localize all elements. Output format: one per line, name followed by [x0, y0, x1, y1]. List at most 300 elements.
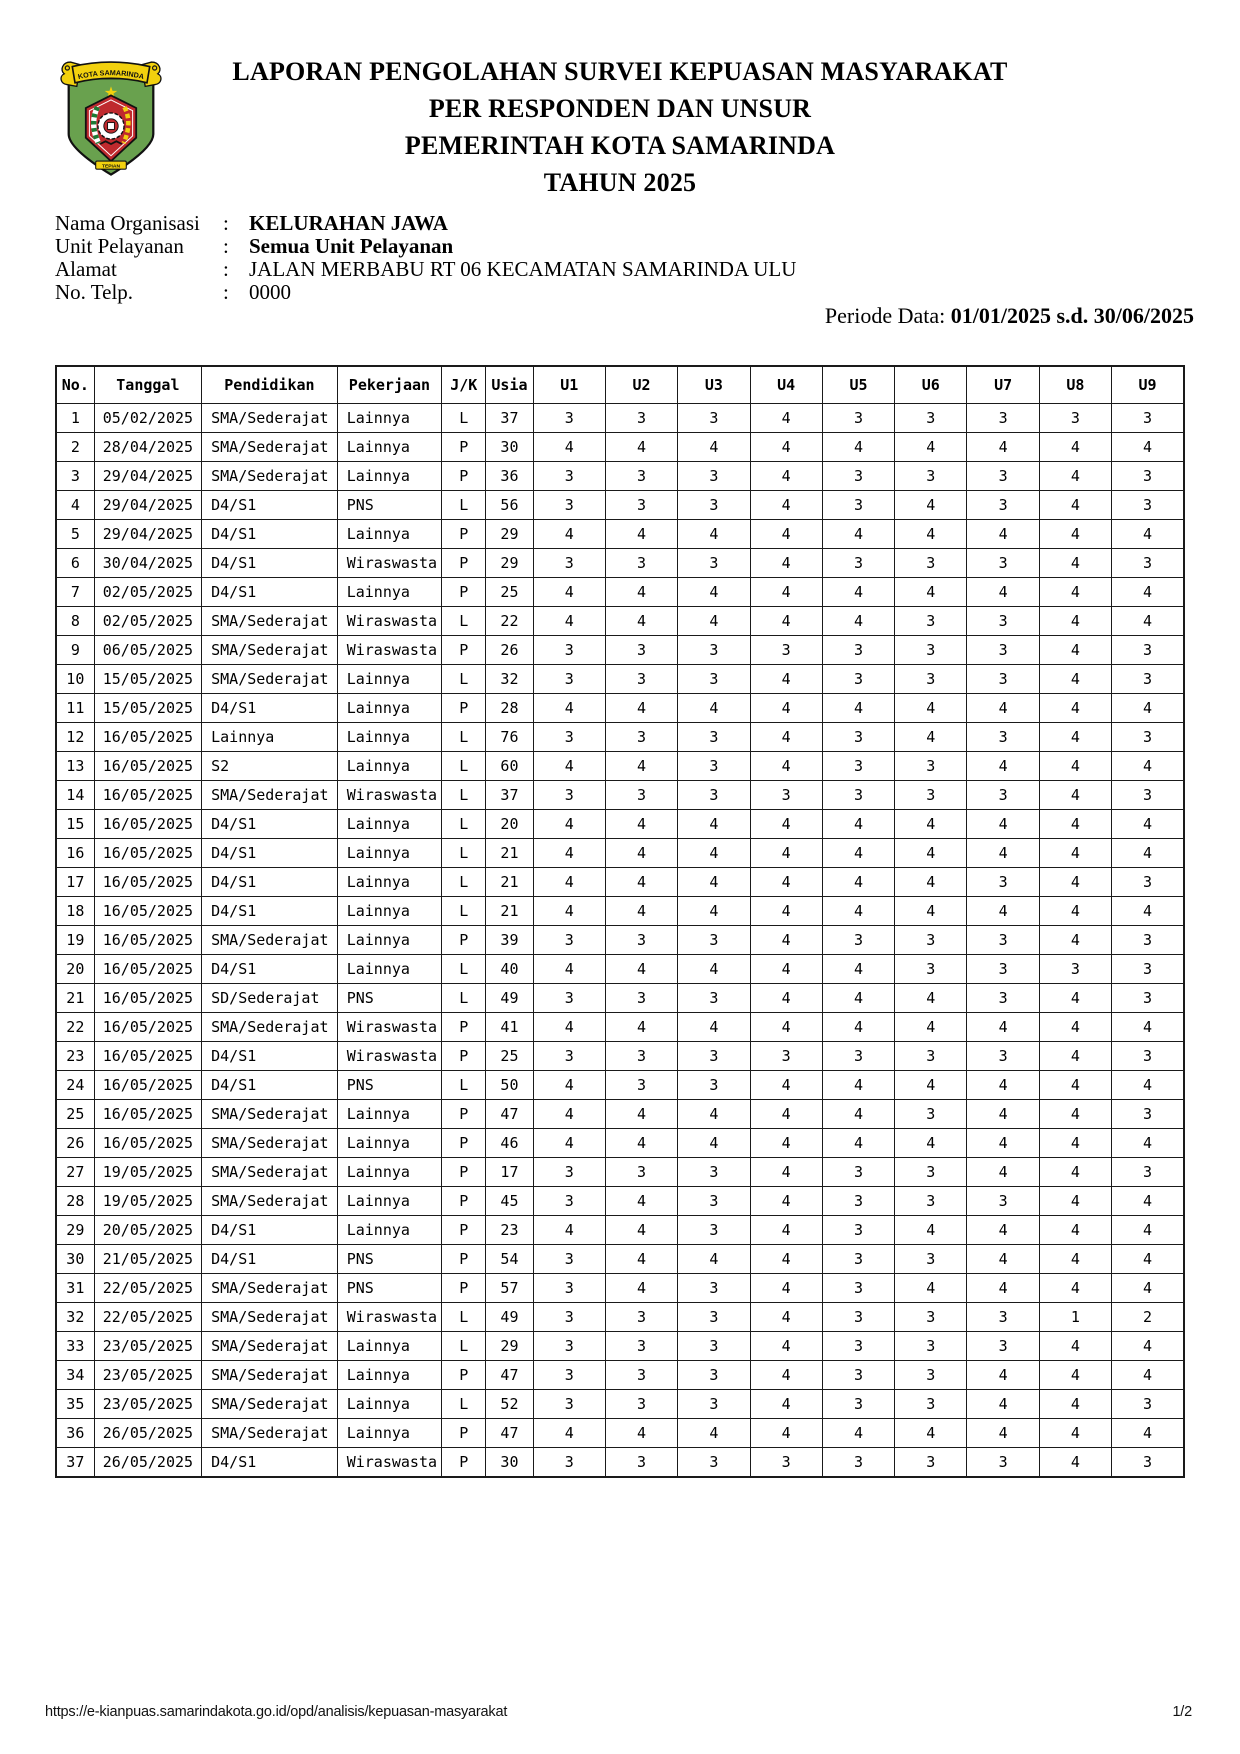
table-cell: 15 — [56, 810, 94, 839]
table-row — [56, 1245, 1184, 1274]
table-cell: SMA/Sederajat — [202, 607, 338, 636]
table-row — [56, 694, 1184, 723]
table-cell: 3 — [533, 636, 605, 665]
table-cell: 3 — [822, 665, 894, 694]
table-cell: 4 — [1039, 781, 1111, 810]
table-cell: 36 — [56, 1419, 94, 1448]
footer-url: https://e-kianpuas.samarindakota.go.id/opd/analisis/kepuasan-masyarakat — [45, 1704, 508, 1720]
table-cell: SMA/Sederajat — [202, 1419, 338, 1448]
table-cell: 3 — [533, 984, 605, 1013]
table-cell: 4 — [822, 839, 894, 868]
table-row — [56, 1390, 1184, 1419]
org-colon: : — [223, 257, 229, 281]
table-cell: P — [442, 636, 486, 665]
table-row — [56, 404, 1184, 433]
table-cell: 40 — [486, 955, 533, 984]
table-cell: 3 — [822, 1390, 894, 1419]
table-cell: 8 — [56, 607, 94, 636]
table-cell: 17 — [56, 868, 94, 897]
table-cell: 3 — [967, 404, 1039, 433]
org-info-row — [55, 258, 796, 281]
table-cell: 29 — [486, 549, 533, 578]
table-cell: Lainnya — [337, 926, 441, 955]
table-cell: 3 — [605, 1071, 677, 1100]
table-cell: 4 — [1039, 607, 1111, 636]
org-info-row — [55, 281, 796, 304]
page-number: 1/2 — [1172, 1704, 1192, 1720]
table-cell: 4 — [895, 491, 967, 520]
table-cell: 22 — [486, 607, 533, 636]
table-cell: 3 — [750, 781, 822, 810]
org-label: Nama Organisasi — [55, 211, 200, 235]
table-cell: SMA/Sederajat — [202, 781, 338, 810]
table-cell: 26 — [56, 1129, 94, 1158]
table-cell: 4 — [1039, 1274, 1111, 1303]
table-cell: 4 — [895, 578, 967, 607]
table-cell: 3 — [967, 1042, 1039, 1071]
table-cell: 4 — [1112, 1071, 1184, 1100]
table-cell: 4 — [1039, 1448, 1111, 1478]
table-cell: 9 — [56, 636, 94, 665]
table-cell: D4/S1 — [202, 1071, 338, 1100]
table-cell: 06/05/2025 — [94, 636, 201, 665]
table-cell: 4 — [678, 433, 750, 462]
table-cell: 3 — [895, 955, 967, 984]
table-cell: 4 — [895, 1071, 967, 1100]
table-cell: L — [442, 665, 486, 694]
table-cell: 4 — [895, 1013, 967, 1042]
logo-banner-text: KOTA SAMARINDA — [76, 68, 146, 82]
table-cell: L — [442, 752, 486, 781]
table-cell: 3 — [895, 462, 967, 491]
table-cell: SMA/Sederajat — [202, 636, 338, 665]
table-cell: SMA/Sederajat — [202, 1303, 338, 1332]
table-cell: 4 — [822, 984, 894, 1013]
table-cell: 3 — [967, 868, 1039, 897]
table-row — [56, 926, 1184, 955]
table-cell: 3 — [967, 665, 1039, 694]
table-cell: 3 — [678, 1361, 750, 1390]
table-cell: 4 — [1112, 578, 1184, 607]
table-cell: 35 — [56, 1390, 94, 1419]
table-cell: PNS — [337, 1245, 441, 1274]
table-cell: 4 — [895, 984, 967, 1013]
table-cell: 4 — [750, 1187, 822, 1216]
table-cell: 4 — [605, 1274, 677, 1303]
table-cell: 3 — [822, 1332, 894, 1361]
table-cell: Lainnya — [337, 665, 441, 694]
table-cell: 30 — [56, 1245, 94, 1274]
table-cell: D4/S1 — [202, 955, 338, 984]
table-cell: P — [442, 462, 486, 491]
table-cell: 3 — [1112, 404, 1184, 433]
table-cell: D4/S1 — [202, 520, 338, 549]
table-cell: 4 — [1039, 549, 1111, 578]
column-header-u6: U6 — [895, 366, 967, 404]
table-cell: 4 — [605, 607, 677, 636]
table-cell: 3 — [895, 1303, 967, 1332]
table-cell: 4 — [1039, 897, 1111, 926]
table-cell: 57 — [486, 1274, 533, 1303]
table-cell: 21 — [56, 984, 94, 1013]
table-cell: P — [442, 1100, 486, 1129]
table-cell: 4 — [822, 433, 894, 462]
table-cell: P — [442, 1042, 486, 1071]
table-cell: 4 — [678, 607, 750, 636]
table-cell: 4 — [605, 520, 677, 549]
table-cell: 4 — [678, 1013, 750, 1042]
table-cell: 4 — [1039, 1100, 1111, 1129]
table-row — [56, 1187, 1184, 1216]
table-cell: D4/S1 — [202, 549, 338, 578]
table-cell: 4 — [967, 897, 1039, 926]
table-cell: 4 — [750, 984, 822, 1013]
column-header-no: No. — [56, 366, 94, 404]
table-cell: 4 — [533, 868, 605, 897]
table-cell: 30 — [486, 433, 533, 462]
table-cell: 4 — [750, 1071, 822, 1100]
table-cell: 3 — [533, 1448, 605, 1478]
table-cell: 4 — [895, 810, 967, 839]
table-cell: P — [442, 1419, 486, 1448]
table-cell: 4 — [605, 578, 677, 607]
table-cell: 3 — [533, 1274, 605, 1303]
table-cell: P — [442, 694, 486, 723]
table-cell: 3 — [822, 549, 894, 578]
table-cell: SMA/Sederajat — [202, 1013, 338, 1042]
table-cell: 3 — [605, 404, 677, 433]
table-cell: L — [442, 897, 486, 926]
table-cell: 4 — [1039, 1361, 1111, 1390]
table-cell: 4 — [750, 723, 822, 752]
table-cell: P — [442, 1013, 486, 1042]
title-line: PEMERINTAH KOTA SAMARINDA — [404, 131, 836, 160]
table-cell: 3 — [678, 984, 750, 1013]
table-cell: 4 — [678, 955, 750, 984]
table-cell: 4 — [822, 955, 894, 984]
table-cell: 3 — [895, 926, 967, 955]
table-cell: 29 — [486, 520, 533, 549]
table-cell: 4 — [967, 433, 1039, 462]
table-cell: D4/S1 — [202, 578, 338, 607]
org-colon: : — [223, 234, 229, 258]
table-row — [56, 1361, 1184, 1390]
table-cell: 3 — [967, 1303, 1039, 1332]
column-header-u1: U1 — [533, 366, 605, 404]
table-cell: 3 — [533, 549, 605, 578]
table-cell: 3 — [822, 752, 894, 781]
table-cell: 4 — [1112, 1129, 1184, 1158]
table-cell: 3 — [895, 665, 967, 694]
table-cell: 4 — [678, 810, 750, 839]
table-cell: P — [442, 1274, 486, 1303]
table-cell: Lainnya — [337, 1419, 441, 1448]
table-cell: 3 — [750, 636, 822, 665]
table-cell: 4 — [605, 955, 677, 984]
table-cell: 3 — [895, 1332, 967, 1361]
table-cell: 4 — [895, 839, 967, 868]
table-cell: 3 — [533, 404, 605, 433]
table-cell: 3 — [533, 1245, 605, 1274]
table-header-row — [56, 366, 1184, 404]
table-cell: 3 — [967, 984, 1039, 1013]
table-cell: 4 — [750, 1303, 822, 1332]
table-cell: P — [442, 549, 486, 578]
table-cell: 4 — [1112, 810, 1184, 839]
table-cell: 4 — [967, 1100, 1039, 1129]
table-cell: 3 — [533, 462, 605, 491]
table-cell: 15/05/2025 — [94, 665, 201, 694]
table-cell: 16/05/2025 — [94, 984, 201, 1013]
table-cell: 3 — [967, 926, 1039, 955]
table-cell: 21 — [486, 868, 533, 897]
table-cell: 1 — [56, 404, 94, 433]
org-value: KELURAHAN JAWA — [249, 211, 448, 235]
table-cell: D4/S1 — [202, 810, 338, 839]
table-cell: 30 — [486, 1448, 533, 1478]
table-cell: SMA/Sederajat — [202, 1332, 338, 1361]
table-cell: PNS — [337, 491, 441, 520]
table-cell: 4 — [822, 1100, 894, 1129]
table-cell: 3 — [605, 723, 677, 752]
table-cell: 3 — [1112, 1042, 1184, 1071]
table-cell: 3 — [56, 462, 94, 491]
table-cell: D4/S1 — [202, 868, 338, 897]
table-cell: 4 — [822, 810, 894, 839]
table-row — [56, 1448, 1184, 1478]
table-cell: 4 — [967, 1216, 1039, 1245]
table-cell: Lainnya — [337, 520, 441, 549]
table-row — [56, 1158, 1184, 1187]
table-cell: 47 — [486, 1100, 533, 1129]
table-row — [56, 462, 1184, 491]
table-cell: 4 — [750, 1216, 822, 1245]
table-cell: Wiraswasta — [337, 636, 441, 665]
table-cell: Lainnya — [337, 578, 441, 607]
table-cell: 4 — [750, 1419, 822, 1448]
table-cell: 5 — [56, 520, 94, 549]
table-cell: 4 — [1039, 491, 1111, 520]
column-header-tanggal: Tanggal — [94, 366, 201, 404]
table-cell: 4 — [1112, 897, 1184, 926]
table-row — [56, 1216, 1184, 1245]
table-cell: 3 — [895, 1448, 967, 1478]
table-cell: 26/05/2025 — [94, 1419, 201, 1448]
table-cell: P — [442, 1187, 486, 1216]
table-cell: 3 — [1112, 636, 1184, 665]
table-cell: 3 — [1112, 462, 1184, 491]
table-cell: 4 — [1039, 578, 1111, 607]
org-label: Unit Pelayanan — [55, 234, 184, 258]
table-cell: 4 — [605, 1419, 677, 1448]
table-cell: 3 — [678, 404, 750, 433]
table-cell: 3 — [1112, 781, 1184, 810]
table-cell: 4 — [533, 433, 605, 462]
table-cell: 52 — [486, 1390, 533, 1419]
table-cell: 37 — [56, 1448, 94, 1478]
table-cell: 4 — [678, 1419, 750, 1448]
table-cell: 3 — [1112, 1448, 1184, 1478]
table-cell: 4 — [678, 897, 750, 926]
table-cell: 37 — [486, 404, 533, 433]
table-cell: 16/05/2025 — [94, 810, 201, 839]
table-row — [56, 636, 1184, 665]
table-cell: 3 — [678, 723, 750, 752]
table-cell: 4 — [1112, 1013, 1184, 1042]
table-row — [56, 1129, 1184, 1158]
table-row — [56, 549, 1184, 578]
table-cell: Wiraswasta — [337, 549, 441, 578]
table-cell: 1 — [1039, 1303, 1111, 1332]
table-cell: 4 — [967, 1274, 1039, 1303]
table-cell: D4/S1 — [202, 1216, 338, 1245]
table-cell: 4 — [533, 694, 605, 723]
table-cell: 4 — [1039, 694, 1111, 723]
table-cell: 4 — [967, 1129, 1039, 1158]
table-cell: 4 — [750, 1274, 822, 1303]
table-cell: 4 — [1112, 1187, 1184, 1216]
table-cell: 3 — [895, 1187, 967, 1216]
table-cell: L — [442, 607, 486, 636]
table-cell: Lainnya — [337, 1158, 441, 1187]
org-value: Semua Unit Pelayanan — [249, 234, 454, 258]
table-cell: 10 — [56, 665, 94, 694]
table-cell: 47 — [486, 1419, 533, 1448]
table-cell: Lainnya — [337, 433, 441, 462]
table-cell: 3 — [678, 1071, 750, 1100]
table-cell: 3 — [605, 1390, 677, 1419]
title-line: TAHUN 2025 — [543, 168, 697, 197]
table-cell: 4 — [1112, 1274, 1184, 1303]
table-cell: 3 — [533, 1042, 605, 1071]
table-row — [56, 1071, 1184, 1100]
table-cell: 29/04/2025 — [94, 520, 201, 549]
table-cell: 4 — [750, 1100, 822, 1129]
table-cell: 4 — [1112, 607, 1184, 636]
table-cell: P — [442, 1129, 486, 1158]
table-cell: 15/05/2025 — [94, 694, 201, 723]
table-cell: 4 — [605, 897, 677, 926]
table-row — [56, 1042, 1184, 1071]
table-cell: 3 — [533, 1158, 605, 1187]
table-cell: 16/05/2025 — [94, 868, 201, 897]
table-cell: 3 — [822, 404, 894, 433]
table-cell: 3 — [678, 1390, 750, 1419]
table-cell: 4 — [967, 578, 1039, 607]
table-cell: 4 — [750, 404, 822, 433]
table-cell: 29 — [56, 1216, 94, 1245]
table-cell: 21 — [486, 839, 533, 868]
table-cell: 3 — [605, 549, 677, 578]
org-value: JALAN MERBABU RT 06 KECAMATAN SAMARINDA ULU — [249, 257, 797, 281]
table-cell: 3 — [678, 462, 750, 491]
table-cell: 3 — [678, 752, 750, 781]
table-cell: 3 — [533, 665, 605, 694]
table-cell: 4 — [1039, 665, 1111, 694]
table-cell: 4 — [822, 1071, 894, 1100]
table-cell: 4 — [533, 578, 605, 607]
table-cell: 22 — [56, 1013, 94, 1042]
table-cell: 4 — [533, 1071, 605, 1100]
table-cell: S2 — [202, 752, 338, 781]
table-cell: 3 — [1112, 926, 1184, 955]
table-cell: 3 — [967, 955, 1039, 984]
table-cell: 13 — [56, 752, 94, 781]
table-cell: 3 — [1112, 549, 1184, 578]
table-cell: D4/S1 — [202, 491, 338, 520]
table-cell: 34 — [56, 1361, 94, 1390]
table-cell: 4 — [967, 1013, 1039, 1042]
table-cell: 37 — [486, 781, 533, 810]
table-cell: 16/05/2025 — [94, 781, 201, 810]
table-cell: 05/02/2025 — [94, 404, 201, 433]
table-cell: 3 — [533, 491, 605, 520]
table-cell: 3 — [895, 1361, 967, 1390]
table-cell: 4 — [1039, 520, 1111, 549]
table-cell: 4 — [533, 520, 605, 549]
table-cell: SMA/Sederajat — [202, 1274, 338, 1303]
table-cell: 3 — [1039, 955, 1111, 984]
table-row — [56, 1100, 1184, 1129]
table-cell: 16/05/2025 — [94, 752, 201, 781]
table-cell: Wiraswasta — [337, 1448, 441, 1478]
title-line: PER RESPONDEN DAN UNSUR — [428, 94, 812, 123]
logo-ribbon-text: TEPIAN — [101, 164, 121, 170]
table-cell: 3 — [895, 636, 967, 665]
table-row — [56, 868, 1184, 897]
table-cell: 3 — [822, 1448, 894, 1478]
table-cell: 41 — [486, 1013, 533, 1042]
table-cell: L — [442, 839, 486, 868]
table-cell: SMA/Sederajat — [202, 665, 338, 694]
table-cell: 4 — [605, 694, 677, 723]
table-cell: P — [442, 1216, 486, 1245]
table-row — [56, 839, 1184, 868]
table-cell: 4 — [1039, 810, 1111, 839]
table-cell: 45 — [486, 1187, 533, 1216]
table-cell: 4 — [678, 1100, 750, 1129]
table-row — [56, 520, 1184, 549]
table-cell: 4 — [1039, 1245, 1111, 1274]
table-cell: 23/05/2025 — [94, 1332, 201, 1361]
table-cell: 4 — [750, 897, 822, 926]
table-cell: Lainnya — [337, 1332, 441, 1361]
table-cell: Lainnya — [337, 810, 441, 839]
table-cell: 3 — [967, 1187, 1039, 1216]
table-cell: 49 — [486, 984, 533, 1013]
table-cell: Lainnya — [337, 694, 441, 723]
table-cell: 25 — [486, 578, 533, 607]
table-cell: 3 — [822, 926, 894, 955]
table-cell: PNS — [337, 1071, 441, 1100]
table-cell: L — [442, 810, 486, 839]
table-cell: 49 — [486, 1303, 533, 1332]
table-cell: 3 — [822, 1216, 894, 1245]
table-row — [56, 607, 1184, 636]
table-cell: 16/05/2025 — [94, 955, 201, 984]
column-header-u7: U7 — [967, 366, 1039, 404]
table-cell: Lainnya — [337, 752, 441, 781]
table-cell: 3 — [822, 1042, 894, 1071]
table-cell: 4 — [750, 462, 822, 491]
table-cell: 16/05/2025 — [94, 1013, 201, 1042]
table-cell: 4 — [967, 1158, 1039, 1187]
table-cell: 4 — [678, 1129, 750, 1158]
table-cell: 16/05/2025 — [94, 1100, 201, 1129]
table-cell: 25 — [486, 1042, 533, 1071]
table-cell: 4 — [967, 1419, 1039, 1448]
table-cell: 22/05/2025 — [94, 1303, 201, 1332]
